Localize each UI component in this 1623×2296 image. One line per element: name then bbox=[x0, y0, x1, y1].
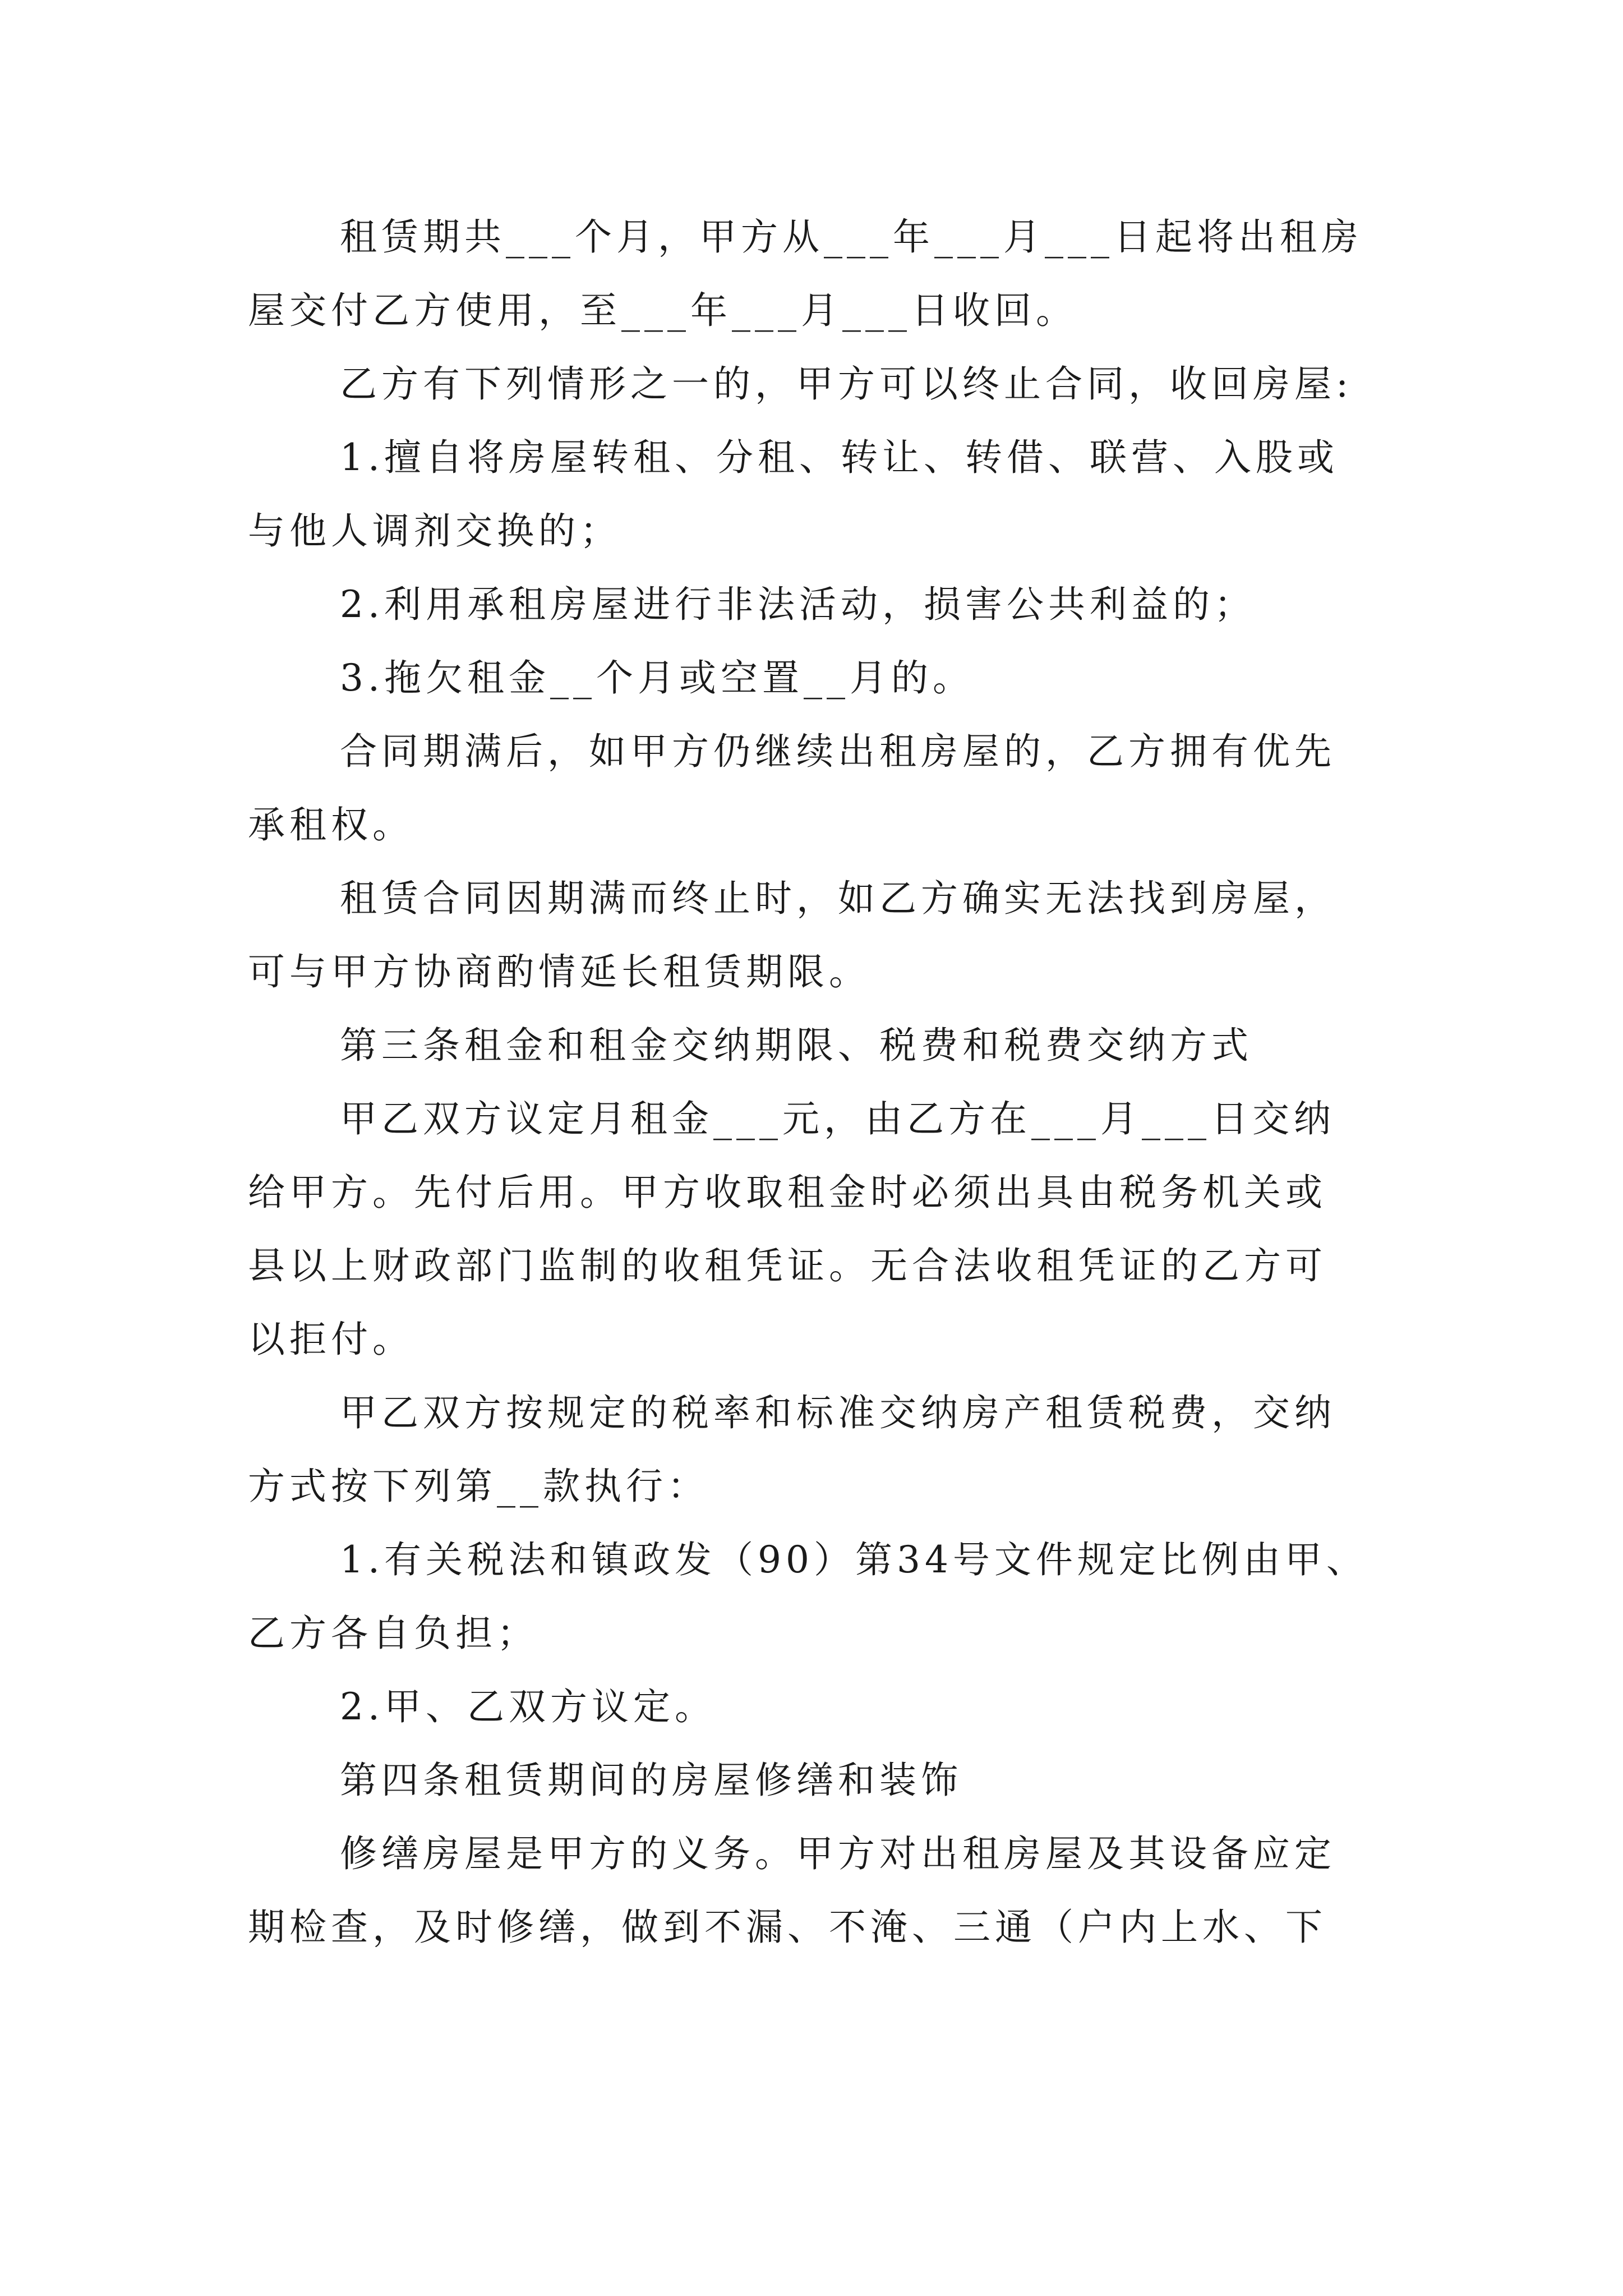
text-line: 给甲方。先付后用。甲方收取租金时必须出具由税务机关或 bbox=[248, 1171, 1327, 1214]
text-line: 可与甲方协商酌情延长租赁期限。 bbox=[248, 950, 870, 993]
text-line: 2.利用承租房屋进行非法活动，损害公共利益的； bbox=[340, 583, 1256, 626]
text-line: 期检查，及时修缮，做到不漏、不淹、三通（户内上水、下 bbox=[248, 1906, 1327, 1949]
text-line: 方式按下列第__款执行： bbox=[248, 1465, 709, 1508]
text-line: 县以上财政部门监制的收租凭证。无合法收租凭证的乙方可 bbox=[248, 1244, 1327, 1287]
text-line: 甲乙双方议定月租金___元，由乙方在___月___日交纳 bbox=[340, 1097, 1335, 1140]
text-line: 与他人调剂交换的； bbox=[248, 509, 621, 553]
text-line: 1.擅自将房屋转租、分租、转让、转借、联营、入股或 bbox=[340, 436, 1339, 479]
section-heading: 第三条租金和租金交纳期限、税费和税费交纳方式 bbox=[340, 1024, 1253, 1067]
text-line: 租赁期共___个月，甲方从___年___月___日起将出租房 bbox=[340, 215, 1363, 259]
text-line: 3.拖欠租金__个月或空置__月的。 bbox=[340, 656, 974, 700]
text-line: 乙方有下列情形之一的，甲方可以终止合同，收回房屋: bbox=[340, 362, 1353, 406]
text-line: 承租权。 bbox=[248, 803, 414, 846]
text-line: 合同期满后，如甲方仍继续出租房屋的，乙方拥有优先 bbox=[340, 730, 1336, 773]
text-line: 以拒付。 bbox=[248, 1318, 414, 1361]
text-line: 甲乙双方按规定的税率和标准交纳房产租赁税费，交纳 bbox=[340, 1391, 1336, 1434]
text-line: 2.甲、乙双方议定。 bbox=[340, 1685, 716, 1728]
text-line: 修缮房屋是甲方的义务。甲方对出租房屋及其设备应定 bbox=[340, 1832, 1336, 1875]
text-line: 乙方各自负担； bbox=[248, 1612, 538, 1655]
text-line: 1.有关税法和镇政发（90）第34号文件规定比例由甲、 bbox=[340, 1538, 1368, 1581]
text-line: 屋交付乙方使用，至___年___月___日收回。 bbox=[248, 289, 1077, 332]
section-heading: 第四条租赁期间的房屋修缮和装饰 bbox=[340, 1759, 962, 1802]
text-line: 租赁合同因期满而终止时，如乙方确实无法找到房屋， bbox=[340, 877, 1336, 920]
